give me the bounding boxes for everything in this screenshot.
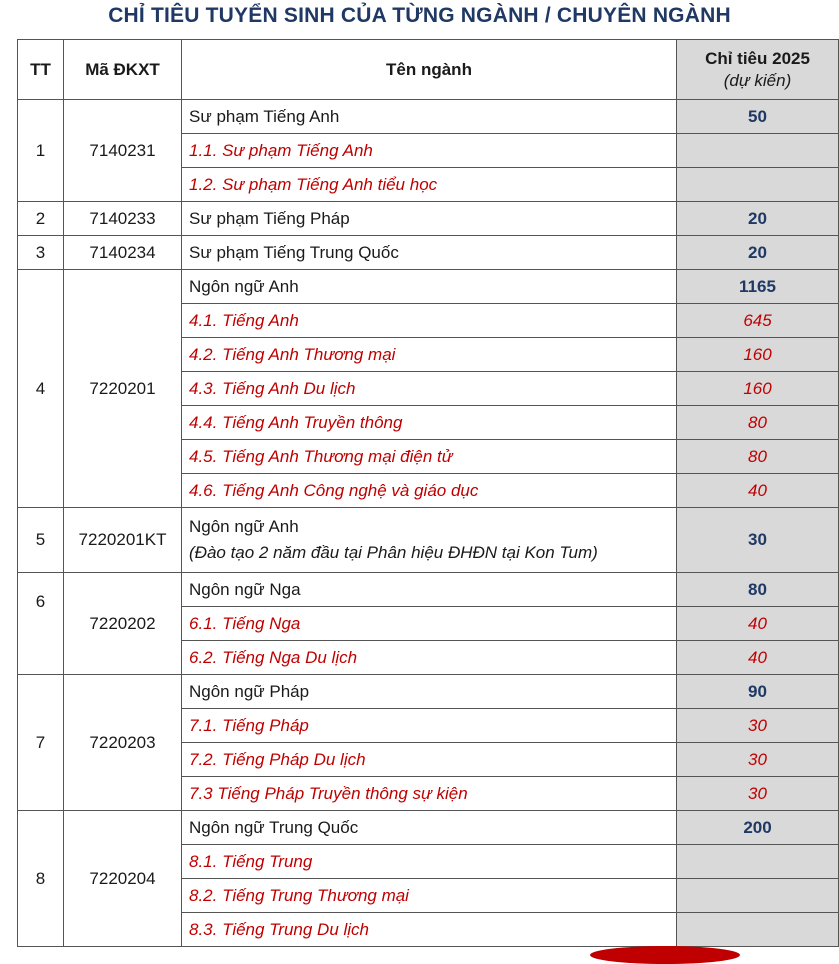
header-tt: TT [18, 40, 64, 100]
row-quota [677, 168, 839, 202]
row-code: 7220202 [64, 573, 182, 675]
row-name: Sư phạm Tiếng Anh [182, 100, 677, 134]
admission-quota-table [17, 39, 839, 947]
row-name: Sư phạm Tiếng Pháp [182, 202, 677, 236]
row-name: 1.2. Sư phạm Tiếng Anh tiểu học [182, 168, 677, 202]
row-quota: 160 [677, 338, 839, 372]
row-name: 4.3. Tiếng Anh Du lịch [182, 372, 677, 406]
row-name: Sư phạm Tiếng Trung Quốc [182, 236, 677, 270]
decorative-red-swoosh [590, 946, 740, 964]
row-name: 6.2. Tiếng Nga Du lịch [182, 641, 677, 675]
row-tt: 5 [18, 508, 64, 573]
row-name: Ngôn ngữ Trung Quốc [182, 811, 677, 845]
row-quota: 20 [677, 236, 839, 270]
row-quota: 20 [677, 202, 839, 236]
row-quota: 200 [677, 811, 839, 845]
row-name: 4.4. Tiếng Anh Truyền thông [182, 406, 677, 440]
table-header-row [18, 40, 839, 100]
row-name: 4.6. Tiếng Anh Công nghệ và giáo dục [182, 474, 677, 508]
header-code: Mã ĐKXT [64, 40, 182, 100]
row-name: 8.1. Tiếng Trung [182, 845, 677, 879]
header-quota-note: (dự kiến) [723, 70, 792, 90]
row-quota: 30 [677, 777, 839, 811]
row-code: 7140233 [64, 202, 182, 236]
row-quota: 80 [677, 406, 839, 440]
row-quota: 80 [677, 573, 839, 607]
row-tt: 2 [18, 202, 64, 236]
row-quota: 50 [677, 100, 839, 134]
table-row [18, 573, 839, 607]
row-code: 7220203 [64, 675, 182, 811]
row-quota [677, 913, 839, 947]
row-tt: 6 [18, 573, 64, 675]
header-name: Tên ngành [182, 40, 677, 100]
row-name: Ngôn ngữ Anh [182, 270, 677, 304]
header-quota-label: Chỉ tiêu 2025 [705, 48, 810, 68]
row-quota: 30 [677, 743, 839, 777]
row-quota: 30 [677, 709, 839, 743]
row-name: Ngôn ngữ Nga [182, 573, 677, 607]
row-quota: 30 [677, 508, 839, 573]
row-tt: 3 [18, 236, 64, 270]
row-name: 6.1. Tiếng Nga [182, 607, 677, 641]
table-row [18, 100, 839, 134]
row-quota: 40 [677, 607, 839, 641]
header-quota [677, 40, 839, 100]
row-quota [677, 845, 839, 879]
table-row [18, 270, 839, 304]
row-quota [677, 879, 839, 913]
row-quota: 40 [677, 641, 839, 675]
row-note: (Đào tạo 2 năm đầu tại Phân hiệu ĐHĐN tại Kon Tum) [189, 543, 598, 562]
row-name: 4.5. Tiếng Anh Thương mại điện tử [182, 440, 677, 474]
row-tt: 8 [18, 811, 64, 947]
row-quota: 40 [677, 474, 839, 508]
row-tt: 1 [18, 100, 64, 202]
row-quota: 80 [677, 440, 839, 474]
table-row [18, 236, 839, 270]
row-tt: 7 [18, 675, 64, 811]
row-name: Ngôn ngữ Anh [189, 517, 299, 536]
table-row [18, 811, 839, 845]
row-quota [677, 134, 839, 168]
row-tt: 4 [18, 270, 64, 508]
table-row [18, 202, 839, 236]
row-quota: 1165 [677, 270, 839, 304]
row-name: 7.3 Tiếng Pháp Truyền thông sự kiện [182, 777, 677, 811]
row-name: 7.2. Tiếng Pháp Du lịch [182, 743, 677, 777]
row-name: 8.2. Tiếng Trung Thương mại [182, 879, 677, 913]
row-code: 7220204 [64, 811, 182, 947]
row-code: 7140234 [64, 236, 182, 270]
table-row [18, 508, 839, 573]
row-quota: 90 [677, 675, 839, 709]
row-quota: 645 [677, 304, 839, 338]
row-code: 7220201 [64, 270, 182, 508]
row-quota: 160 [677, 372, 839, 406]
row-name: Ngôn ngữ Pháp [182, 675, 677, 709]
row-name: 1.1. Sư phạm Tiếng Anh [182, 134, 677, 168]
row-name-cell [182, 508, 677, 573]
row-code: 7220201KT [64, 508, 182, 573]
row-name: 7.1. Tiếng Pháp [182, 709, 677, 743]
row-name: 4.1. Tiếng Anh [182, 304, 677, 338]
row-name: 8.3. Tiếng Trung Du lịch [182, 913, 677, 947]
page-title: CHỈ TIÊU TUYỂN SINH CỦA TỪNG NGÀNH / CHUYÊN NGÀNH [108, 4, 731, 27]
row-code: 7140231 [64, 100, 182, 202]
row-name: 4.2. Tiếng Anh Thương mại [182, 338, 677, 372]
table-row [18, 675, 839, 709]
